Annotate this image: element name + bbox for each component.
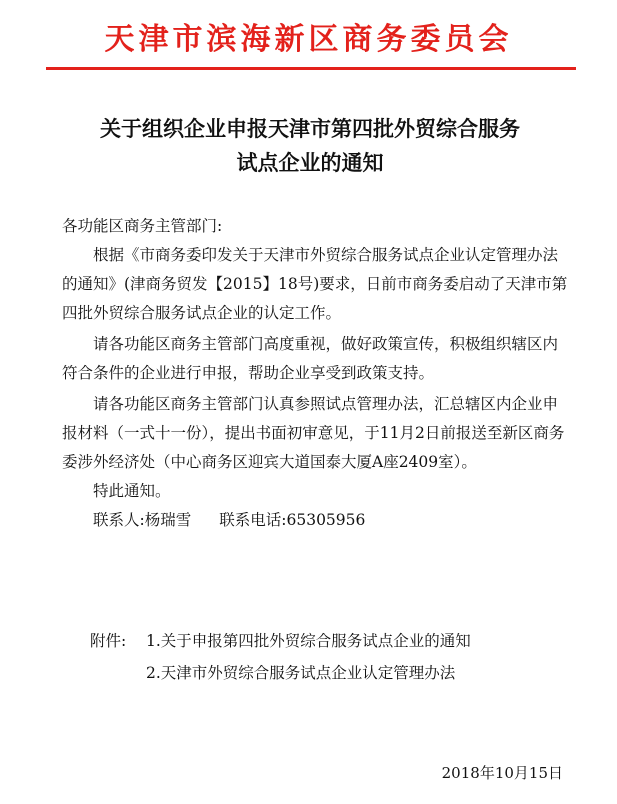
paragraph-closing: 特此通知。: [93, 482, 171, 500]
letterhead-red-divider: [46, 67, 576, 70]
salutation: 各功能区商务主管部门:: [62, 217, 223, 235]
attachment-item: 2.天津市外贸综合服务试点企业认定管理办法: [146, 664, 456, 682]
paragraph-basis: 根据《市商务委印发关于天津市外贸综合服务试点企业认定管理办法的通知》(津商务贸发【2015】18号)要求，日前市商务委启动了天津市第四批外贸综合服务试点企业的认定工作。: [62, 246, 568, 322]
attachment-item: 1.关于申报第四批外贸综合服务试点企业的通知: [146, 632, 471, 650]
document-body: [62, 212, 572, 535]
document-title: [40, 112, 580, 180]
title-line-1: 关于组织企业申报天津市第四批外贸综合服务: [100, 116, 520, 141]
contact-phone-label: 联系电话:: [219, 511, 287, 529]
contact-line: [62, 506, 572, 535]
title-line-2: 试点企业的通知: [236, 150, 384, 175]
contact-person-label: 联系人:: [93, 511, 145, 529]
letterhead-org-name: 天津市滨海新区商务委员会: [104, 22, 513, 57]
contact-person: 杨瑞雪: [144, 511, 192, 529]
attachments-section: [90, 625, 471, 689]
contact-phone: 65305956: [286, 511, 366, 529]
attachments-label: 附件:: [90, 632, 127, 650]
paragraph-submission: 请各功能区商务主管部门认真参照试点管理办法，汇总辖区内企业申报材料（一式十一份），提出书面初审意见，于11月2日前报送至新区商务委涉外经济处（中心商务区迎宾大道国泰大厦A座2409室）。: [62, 395, 565, 471]
issue-date: 2018年10月15日: [441, 764, 563, 782]
paragraph-request-organize: 请各功能区商务主管部门高度重视，做好政策宣传，积极组织辖区内符合条件的企业进行申报，帮助企业享受到政策支持。: [62, 335, 559, 382]
